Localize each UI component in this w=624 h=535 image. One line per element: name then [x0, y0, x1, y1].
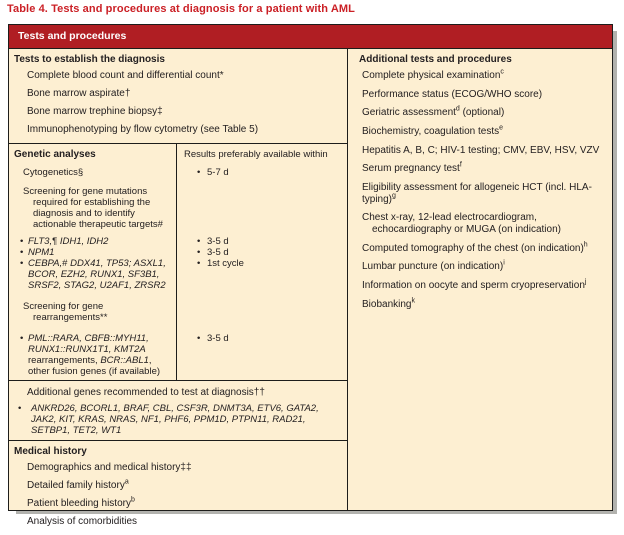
result-time-flt3: • 3-5 d [184, 236, 347, 247]
left-column [9, 49, 348, 527]
gene-bullet-flt3: • FLT3,¶ IDH1, IDH2 [14, 236, 176, 247]
list-item: Analysis of comorbidities [27, 516, 138, 527]
gene-bullet-fusion-genes: • PML::RARA, CBFB::MYH11, RUNX1::RUNX1T1, KMT2A rearrangements, BCR::ABL1, other fusion genes (if available) [14, 333, 176, 380]
list-item: Chest x-ray, 12-lead electrocardiogram, echocardiography or MUGA (on indication) [362, 212, 561, 235]
list-item: Information on oocyte and sperm cryopreservation$^j$ [362, 278, 587, 291]
list-item: Performance status (ECOG/WHO score) [362, 88, 543, 100]
section-header: Medical history [14, 446, 87, 457]
list-item: Patient bleeding history$^b$ [27, 496, 135, 509]
list-item: Bone marrow trephine biopsy‡ [27, 106, 163, 117]
section-additional-genes [9, 381, 347, 441]
result-time-cebpa: • 1st cycle [184, 258, 347, 269]
table-header-bar [9, 25, 612, 49]
section-tests-to-establish-diagnosis [9, 49, 347, 144]
list-item: Complete blood count and differential count* [27, 70, 224, 81]
table-4-tests-and-procedures [8, 24, 613, 527]
list-item: Lumbar puncture (on indication)$^i$ [362, 259, 505, 273]
list-item: Complete physical examination$^c$ [362, 68, 504, 81]
list-item: Biochemistry, coagulation tests$^e$ [362, 124, 504, 138]
result-time-empty [177, 293, 347, 333]
list-item: Detailed family history$^a$ [27, 478, 129, 491]
result-time-cytogenetics: • 5-7 d [184, 167, 347, 178]
list-item: Geriatric assessment$^d$ (optional) [362, 106, 505, 119]
section-additional-tests-and-procedures [348, 49, 612, 510]
section-medical-history [9, 441, 347, 535]
list-item: Biobanking$^k$ [362, 297, 415, 310]
table-header-bar-label: Tests and procedures [18, 30, 127, 42]
result-time-npm1: • 3-5 d [184, 247, 347, 258]
genetic-row-cytogenetics: Cytogenetics§ [23, 167, 84, 178]
additional-genes-bullet: • ANKRD26, BCORL1, BRAF, CBL, CSF3R, DNMT3A, ETV6, GATA2, JAK2, KIT, KRAS, NRAS, NF1, PHF6, PPM1D, PTPN11, RAD21, SETBP1, TET2, WT1 [14, 403, 341, 436]
genetic-row-screening-rearrangements: Screening for gene rearrangements** [23, 301, 108, 323]
table-body [9, 49, 612, 527]
list-item: Serum pregnancy test$^f$ [362, 162, 462, 175]
section-header: Tests to establish the diagnosis [14, 54, 165, 65]
result-time-empty [177, 186, 347, 236]
result-time-fusions: • 3-5 d [184, 333, 347, 344]
genetic-analyses-header: Genetic analyses [9, 144, 177, 167]
list-item: Demographics and medical history‡‡ [27, 462, 192, 473]
list-item: Immunophenotyping by flow cytometry (see Table 5) [27, 124, 259, 135]
list-item: Bone marrow aspirate† [27, 88, 131, 99]
table-title: Table 4. Tests and procedures at diagnosis for a patient with AML [7, 3, 355, 15]
genetic-row-screening-mutations: Screening for gene mutations required for establishing the diagnosis and to identify actionable therapeutic targets# [23, 186, 163, 230]
gene-bullet-npm1: • NPM1 [14, 247, 176, 258]
gene-bullet-cebpa-group: • CEBPA,# DDX41, TP53; ASXL1, BCOR, EZH2, RUNX1, SF3B1, SRSF2, STAG2, U2AF1, ZRSR2 [14, 258, 176, 293]
list-item: Hepatitis A, B, C; HIV-1 testing; CMV, EBV, HSV, VZV [362, 144, 600, 156]
results-available-header: Results preferably available within [184, 149, 328, 160]
section-header: Additional tests and procedures [359, 54, 512, 65]
additional-genes-intro: Additional genes recommended to test at diagnosis†† [27, 387, 265, 398]
list-item: Computed tomography of the chest (on indication)$^h$ [362, 241, 588, 254]
list-item: Eligibility assessment for allogeneic HCT (incl. HLA-typing)$^g$ [362, 182, 592, 205]
section-genetic-analyses [9, 144, 347, 381]
